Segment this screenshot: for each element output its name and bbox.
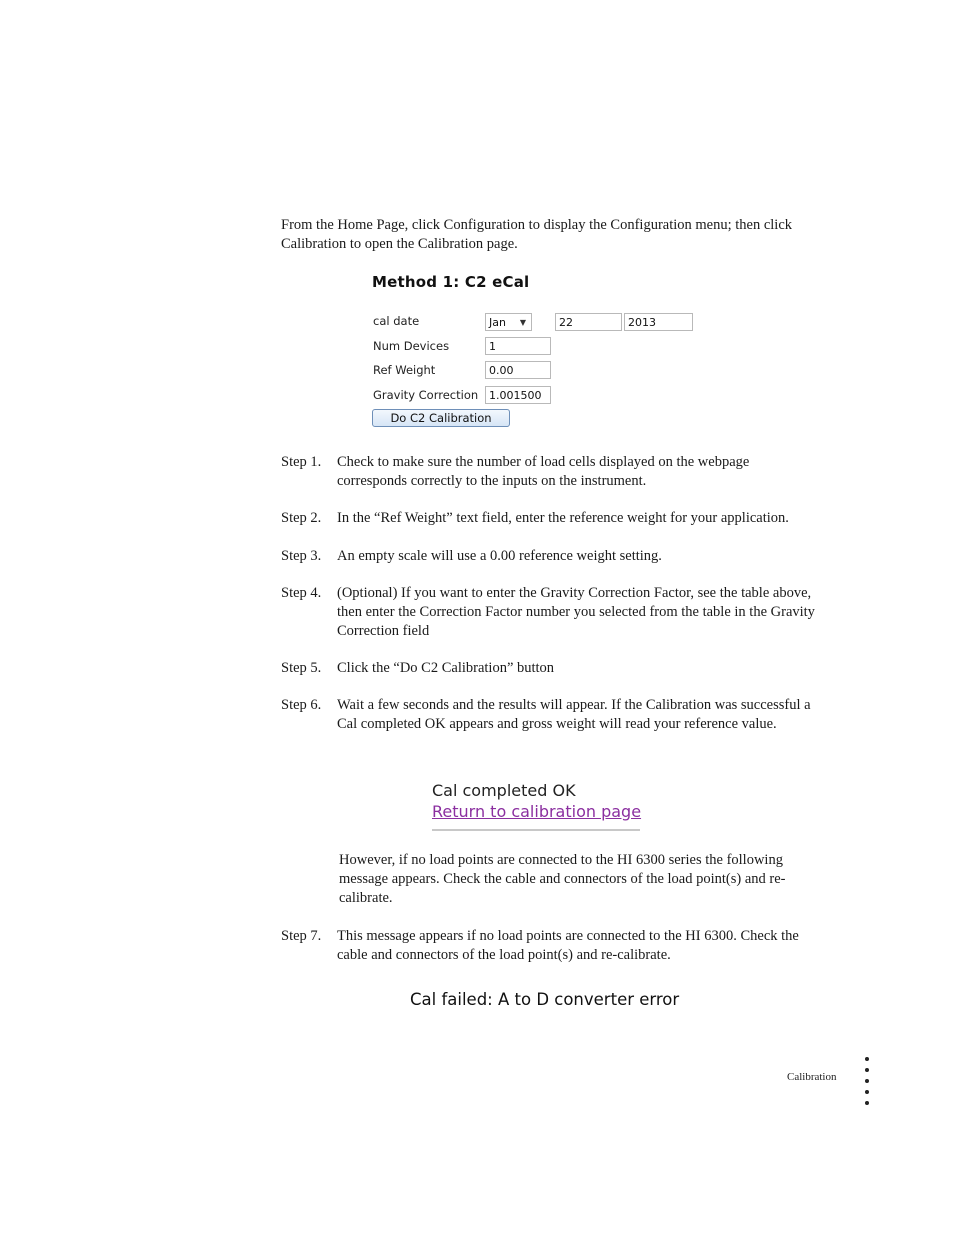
step-text: This message appears if no load points are connected to the HI 6300. Check the cable and connectors of the load point(s) and re-calibrate. bbox=[337, 928, 799, 963]
cal-date-label: cal date bbox=[373, 314, 420, 328]
calibration-form bbox=[372, 272, 712, 432]
cal-year-field[interactable]: 2013 bbox=[624, 313, 693, 331]
step-number: Step 3. bbox=[281, 548, 322, 564]
dot bbox=[865, 1101, 869, 1105]
intro-paragraph: From the Home Page, click Configuration to display the Configuration menu; then click Calibration to open the Calibration page. bbox=[281, 217, 793, 252]
calibration-result bbox=[432, 781, 642, 833]
step-number: Step 4. bbox=[281, 585, 322, 601]
cal-day-field[interactable]: 22 bbox=[555, 313, 622, 331]
gravity-correction-label: Gravity Correction bbox=[373, 388, 479, 402]
do-c2-calibration-button[interactable]: Do C2 Calibration bbox=[372, 409, 510, 427]
step-number: Step 1. bbox=[281, 454, 322, 470]
step-text: Click the “Do C2 Calibration” button bbox=[337, 660, 555, 676]
ref-weight-label: Ref Weight bbox=[373, 363, 436, 377]
ref-weight-field[interactable]: 0.00 bbox=[485, 361, 551, 379]
page-edge-dots bbox=[865, 1057, 871, 1109]
error-message: Cal failed: A to D converter error bbox=[410, 990, 680, 1009]
step-text: (Optional) If you want to enter the Gravity Correction Factor, see the table above, then enter the Correction Factor number you selected from the table in the Gravity Correction field bbox=[337, 585, 815, 639]
return-to-calibration-link[interactable]: Return to calibration page bbox=[432, 802, 642, 821]
step-number: Step 2. bbox=[281, 510, 322, 526]
dot bbox=[865, 1068, 869, 1072]
step-text: An empty scale will use a 0.00 reference weight setting. bbox=[337, 548, 662, 564]
gravity-correction-field[interactable]: 1.001500 bbox=[485, 386, 551, 404]
cal-month-select[interactable] bbox=[485, 313, 532, 331]
step-text: Check to make sure the number of load cells displayed on the webpage corresponds correctly to the inputs on the instrument. bbox=[337, 454, 750, 489]
chevron-down-icon: ▼ bbox=[519, 318, 526, 327]
note-paragraph: However, if no load points are connected to the HI 6300 series the following message appears. Check the cable and connectors of the load point(s) and re-calibrate. bbox=[339, 852, 786, 906]
dot bbox=[865, 1090, 869, 1094]
dot bbox=[865, 1057, 869, 1061]
num-devices-label: Num Devices bbox=[373, 339, 450, 353]
divider bbox=[432, 829, 640, 831]
form-title: Method 1: C2 eCal bbox=[372, 273, 530, 291]
step-number: Step 5. bbox=[281, 660, 322, 676]
step-text: In the “Ref Weight” text field, enter the reference weight for your application. bbox=[337, 510, 789, 526]
cal-month-value: Jan bbox=[489, 316, 506, 329]
num-devices-field[interactable]: 1 bbox=[485, 337, 551, 355]
step-number: Step 7. bbox=[281, 928, 322, 944]
step-text: Wait a few seconds and the results will appear. If the Calibration was successful a Cal completed OK appears and gross weight will read your reference value. bbox=[337, 697, 811, 732]
result-status: Cal completed OK bbox=[432, 781, 576, 800]
footer-section-label: Calibration bbox=[787, 1071, 837, 1083]
dot bbox=[865, 1079, 869, 1083]
step-number: Step 6. bbox=[281, 697, 322, 713]
